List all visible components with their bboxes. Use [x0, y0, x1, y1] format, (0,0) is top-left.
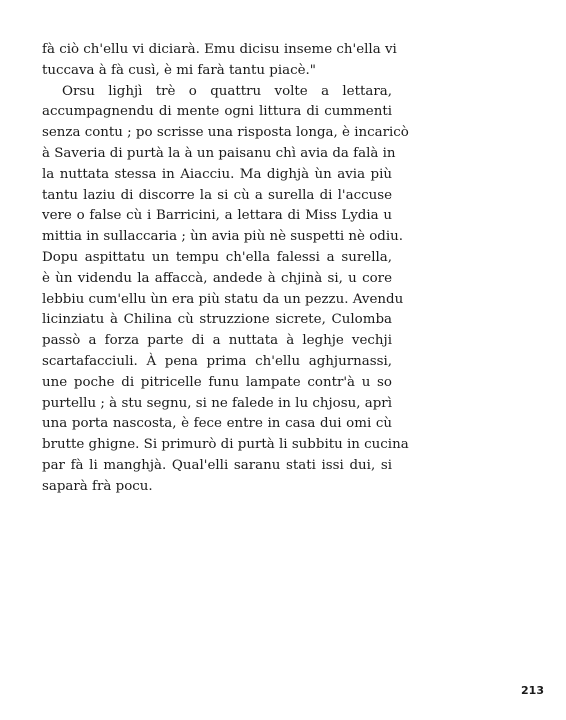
- text-line: purtellu ; à stu segnu, si ne falede in lu chjosu, aprì: [42, 395, 392, 411]
- text-line: tuccava à fà cusì, è mi farà tantu piacè.": [42, 62, 316, 78]
- text-line: licinziatu à Chilina cù struzzione sicrete, Culomba: [42, 312, 392, 328]
- text-line: la nuttata stessa in Aiacciu. Ma dighjà ùn avia più: [42, 166, 392, 182]
- text-line: è ùn videndu la affaccà, andede à chjinà si, u core: [42, 270, 392, 286]
- page-number: 213: [521, 684, 544, 697]
- text-line: lebbiu cum'ellu ùn era più statu da un pezzu. Avendu: [42, 291, 404, 307]
- text-line: une poche di pitricelle funu lampate contr'à u so: [42, 374, 392, 390]
- text-line: Orsu lighjì trè o quattru volte a lettara,: [62, 83, 392, 99]
- text-line: mittia in sullaccaria ; ùn avia più nè suspetti nè odiu.: [42, 229, 404, 245]
- text-line: passò a forza parte di a nuttata à leghje vechji: [42, 333, 392, 349]
- text-line: una porta nascosta, è fece entre in casa dui omi cù: [42, 416, 392, 432]
- text-line: vere o false cù i Barricini, a lettara di Miss Lydia u: [42, 208, 392, 224]
- text-line: scartafacciuli. À pena prima ch'ellu aghjurnassi,: [42, 353, 392, 369]
- text-line: brutte ghigne. Si primurò di purtà li subbitu in cucina: [42, 437, 409, 453]
- text-line: tantu laziu di discorre la si cù a surella di l'accuse: [42, 187, 392, 203]
- body-text: [42, 40, 409, 498]
- text-line: à Saveria di purtà la à un paisanu chì avia da falà in: [42, 145, 396, 161]
- text-line: accumpagnendu di mente ogni littura di cummenti: [42, 104, 392, 120]
- text-line: saparà frà pocu.: [42, 478, 153, 494]
- text-line: fà ciò ch'ellu vi diciarà. Emu dicisu inseme ch'ella vi: [42, 42, 397, 57]
- text-line: par fà li manghjà. Qual'elli saranu stati issi dui, si: [42, 457, 392, 473]
- text-line: senza contu ; po scrisse una risposta longa, è incaricò: [42, 125, 409, 141]
- text-line: Dopu aspittatu un tempu ch'ella falessi a surella,: [42, 249, 392, 265]
